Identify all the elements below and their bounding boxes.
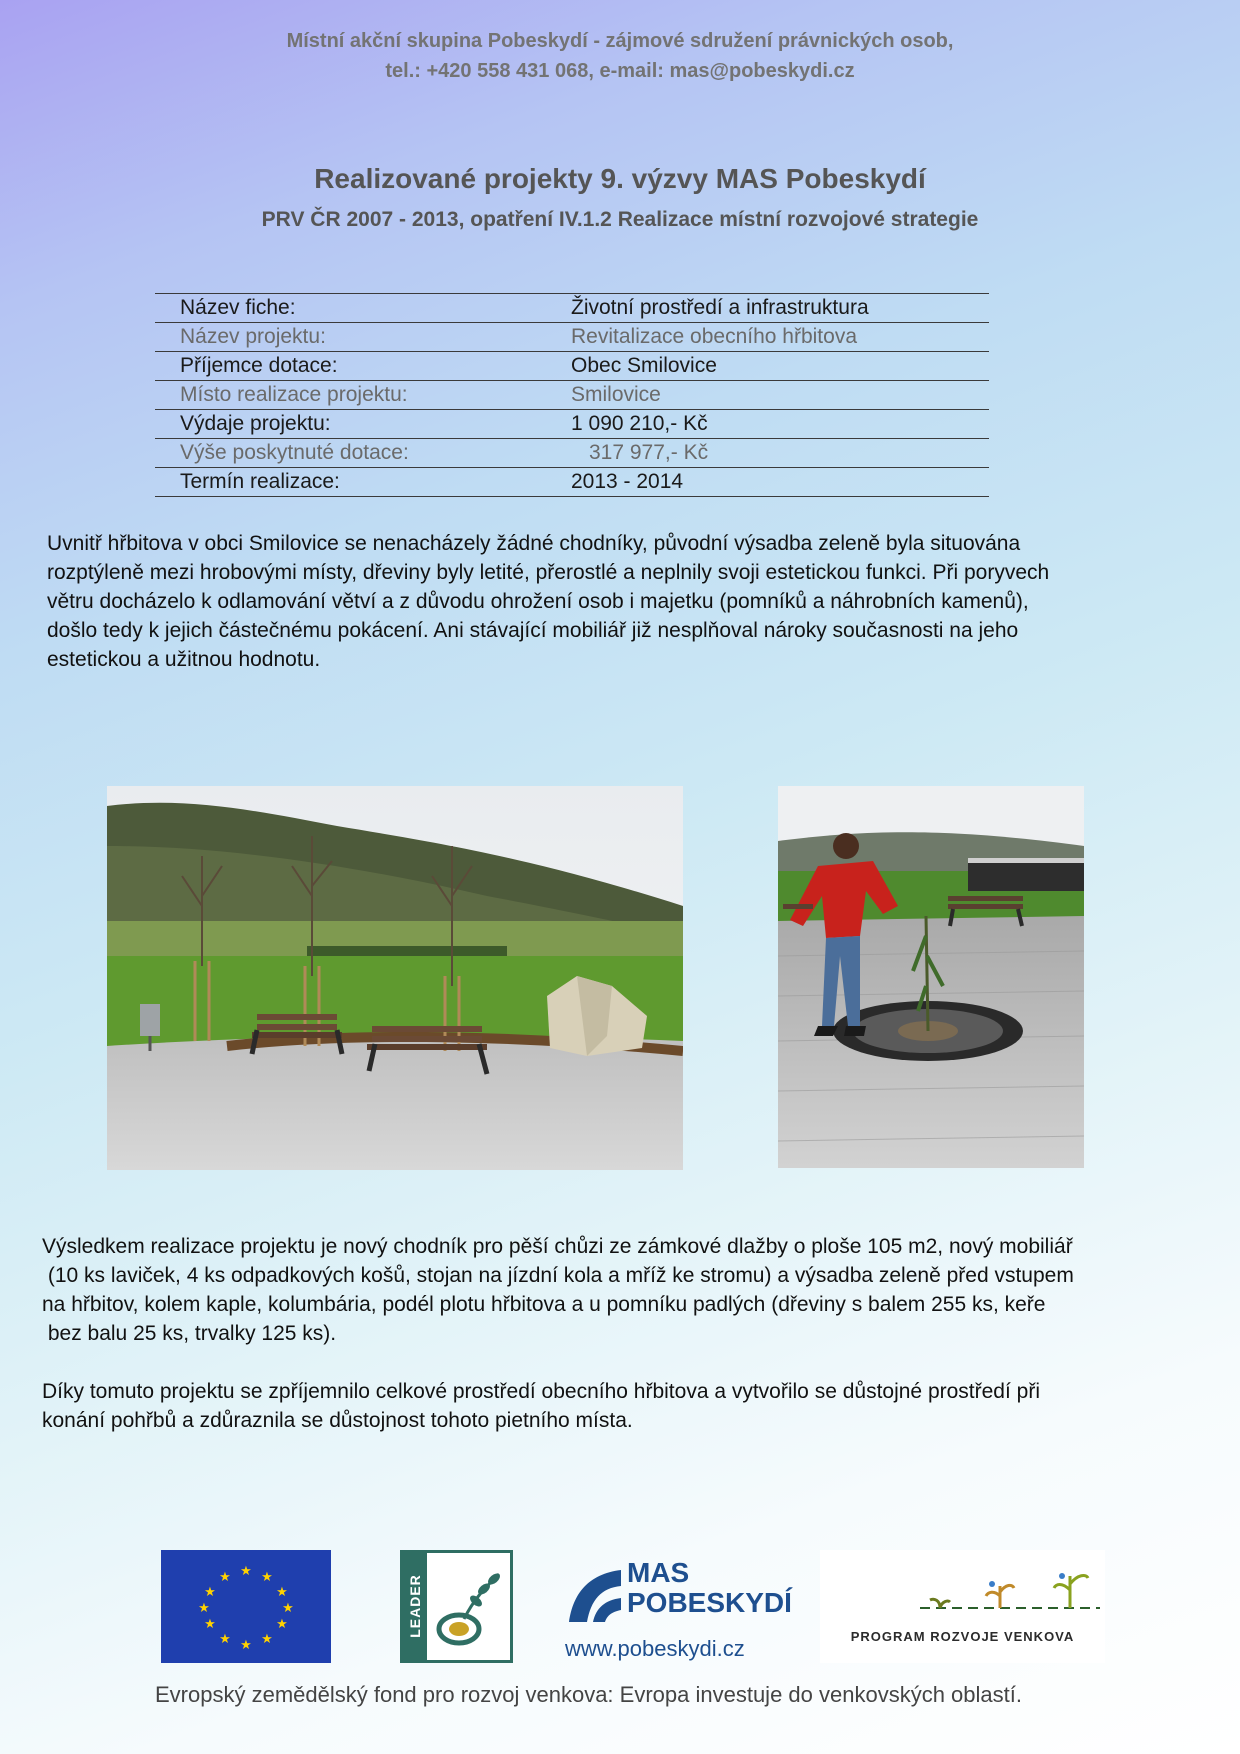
intro-line: Uvnitř hřbitova v obci Smilovice se nenacházely žádné chodníky, původní výsadba zeleně byla situována [47,532,1021,555]
info-row [155,294,989,323]
svg-text:★: ★ [240,1638,252,1653]
prv-sprouts-icon [920,1568,1100,1618]
prv-logo-text: PROGRAM ROZVOJE VENKOVA [850,1629,1075,1644]
svg-text:★: ★ [219,1632,231,1647]
mas-logo-url: www.pobeskydi.cz [565,1636,745,1661]
info-row [155,439,989,468]
info-label: Místo realizace projektu: [155,381,554,410]
svg-text:★: ★ [198,1601,210,1616]
footer-text: Evropský zemědělský fond pro rozvoj venkova: Evropa investuje do venkovských oblastí. [155,1682,1022,1707]
svg-text:★: ★ [282,1601,294,1616]
logo-strip [155,1540,1105,1690]
info-label: Výdaje projektu: [155,410,554,439]
header-line-1: Místní akční skupina Pobeskydí - zájmové sdružení právnických osob, [286,30,954,52]
info-row [155,468,989,497]
info-value: 1 090 210,- Kč [554,410,989,439]
header-line-2: tel.: +420 558 431 068, e-mail: mas@pobeskydi.cz [385,60,855,82]
svg-text:★: ★ [240,1564,252,1579]
info-value: 2013 - 2014 [554,468,989,497]
info-value: Smilovice [554,381,989,410]
page-title: Realizované projekty 9. výzvy MAS Pobeskydí [314,163,926,194]
info-label: Výše poskytnuté dotace: [155,439,554,468]
intro-line: došlo tedy k jejich částečnému pokácení. Ani stávající mobiliář již nesplňoval nároky současnosti na jeho [47,619,1019,642]
closing-line: konání pohřbů a zdůraznila se důstojnost tohoto pietního místa. [42,1409,633,1432]
result-line: Výsledkem realizace projektu je nový chodník pro pěší chůzi ze zámkové dlažby o ploše 105 m2, nový mobiliář [42,1235,1073,1258]
eu-flag-icon [161,1550,331,1663]
photo-tree-grate-image [778,786,1084,1168]
result-paragraph [42,1232,1074,1348]
info-value: Revitalizace obecního hřbitova [554,323,989,352]
intro-line: větru docházelo k odlamování větví a z důvodu ohrožení osob i majetku (pomníků a náhrobních kamenů), [47,590,1029,613]
info-value: 317 977,- Kč [554,439,989,468]
closing-paragraph [42,1377,1040,1435]
mas-swoosh-icon [563,1564,623,1624]
mas-pobeskydi-logo [563,1558,793,1668]
svg-text:★: ★ [204,1585,216,1600]
info-row [155,381,989,410]
info-row [155,410,989,439]
prv-logo [820,1550,1105,1663]
closing-line: Díky tomuto projektu se zpříjemnilo celkové prostředí obecního hřbitova a vytvořilo se důstojné prostředí při [42,1380,1040,1403]
leader-logo-text: LEADER [407,1574,423,1638]
photo-tree-grate [778,786,1084,1168]
intro-line: rozptýleně mezi hrobovými místy, dřeviny byly letité, přerostlé a neplnily svoji estetickou funkci. Při poryvech [47,561,1050,584]
info-value: Životní prostředí a infrastruktura [554,294,989,323]
result-line: na hřbitov, kolem kaple, kolumbária, podél plotu hřbitova a u pomníku padlých (dřeviny s balem 255 ks, keře [42,1293,1046,1316]
mas-logo-line1: MAS [627,1557,690,1588]
svg-text:★: ★ [261,1632,273,1647]
info-row [155,352,989,381]
svg-text:★: ★ [276,1617,288,1632]
photo-benches-image [107,786,683,1170]
photo-benches [107,786,683,1170]
info-label: Příjemce dotace: [155,352,554,381]
info-value: Obec Smilovice [554,352,989,381]
leader-logo-icon [400,1550,513,1663]
info-label: Název fiche: [155,294,554,323]
project-info-table [155,293,989,497]
svg-text:★: ★ [219,1570,231,1585]
mas-logo-line2: POBESKYDÍ [627,1587,792,1618]
page-subtitle: PRV ČR 2007 - 2013, opatření IV.1.2 Realizace místní rozvojové strategie [261,208,979,231]
info-label: Termín realizace: [155,468,554,497]
info-row [155,323,989,352]
svg-text:★: ★ [204,1617,216,1632]
intro-paragraph [47,529,1049,674]
result-line: (10 ks laviček, 4 ks odpadkových košů, stojan na jízdní kola a mříž ke stromu) a výsadba zeleně před vstupem [42,1264,1074,1287]
info-label: Název projektu: [155,323,554,352]
svg-text:★: ★ [276,1585,288,1600]
result-line: bez balu 25 ks, trvalky 125 ks). [42,1322,337,1345]
intro-line: estetickou a užitnou hodnotu. [47,648,321,671]
svg-text:★: ★ [261,1570,273,1585]
